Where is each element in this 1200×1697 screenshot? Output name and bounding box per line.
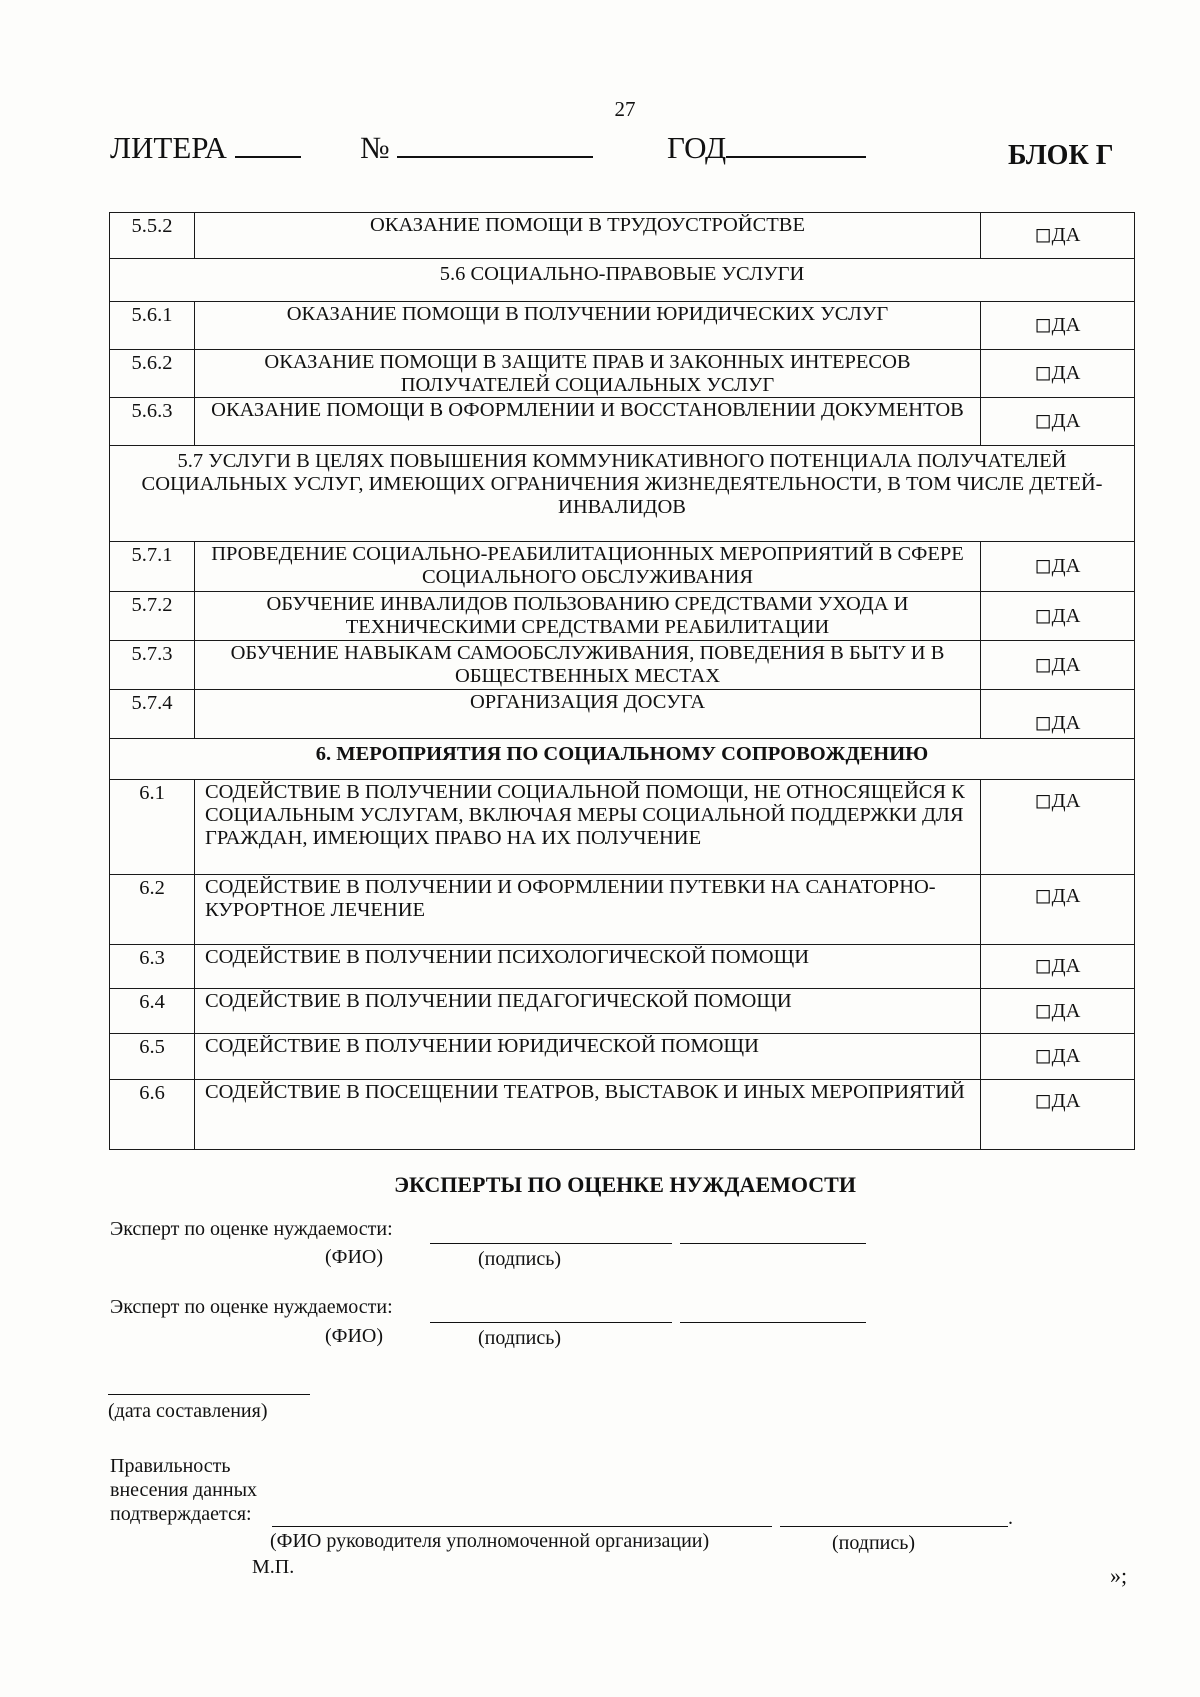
head-fio-field[interactable]	[272, 1526, 772, 1527]
head-signature-caption: (подпись)	[832, 1532, 916, 1554]
yes-checkbox[interactable]	[981, 989, 1135, 1034]
checkbox-label: ◻ДА	[1034, 790, 1081, 812]
yes-checkbox[interactable]	[981, 592, 1135, 641]
row-description: СОДЕЙСТВИЕ В ПОЛУЧЕНИИ СОЦИАЛЬНОЙ ПОМОЩИ, НЕ ОТНОСЯЩЕЙСЯ К СОЦИАЛЬНЫМ УСЛУГАМ, ВКЛЮЧАЯ МЕРЫ СОЦИАЛЬНОЙ ПОДДЕРЖКИ ДЛЯ ГРАЖДАН, ИМЕЮЩИХ ПРАВО НА ИХ ПОЛУЧЕНИЕ	[195, 780, 981, 875]
expert-1-signature-caption: (подпись)	[478, 1248, 562, 1270]
row-description: ПРОВЕДЕНИЕ СОЦИАЛЬНО-РЕАБИЛИТАЦИОННЫХ МЕРОПРИЯТИЙ В СФЕРЕ СОЦИАЛЬНОГО ОБСЛУЖИВАНИЯ	[195, 542, 981, 592]
checkbox-label: ◻ДА	[1034, 885, 1081, 907]
expert-1-fio-field[interactable]	[430, 1243, 672, 1244]
experts-title: ЭКСПЕРТЫ ПО ОЦЕНКЕ НУЖДАЕМОСТИ	[394, 1172, 856, 1197]
row-number: 5.7.1	[110, 542, 195, 592]
table-row	[110, 302, 1135, 350]
checkbox-label: ◻ДА	[1034, 653, 1081, 676]
checkbox-label: ◻ДА	[1034, 314, 1081, 336]
table-row	[110, 690, 1135, 739]
row-number: 6.5	[110, 1034, 195, 1080]
yes-checkbox[interactable]	[981, 1034, 1135, 1080]
table-row	[110, 641, 1135, 690]
row-description: СОДЕЙСТВИЕ В ПОЛУЧЕНИИ ПЕДАГОГИЧЕСКОЙ ПОМОЩИ	[195, 989, 981, 1034]
expert-2-fio-caption: (ФИО)	[325, 1325, 384, 1347]
checkbox-label: ◻ДА	[1034, 604, 1081, 627]
yes-checkbox[interactable]	[981, 945, 1135, 989]
yes-checkbox[interactable]	[981, 690, 1135, 739]
row-description: ОКАЗАНИЕ ПОМОЩИ В ЗАЩИТЕ ПРАВ И ЗАКОННЫХ ИНТЕРЕСОВ ПОЛУЧАТЕЛЕЙ СОЦИАЛЬНЫХ УСЛУГ	[195, 350, 981, 398]
table-row	[110, 1034, 1135, 1080]
checkbox-label: ◻ДА	[1034, 224, 1081, 246]
row-description: ОКАЗАНИЕ ПОМОЩИ В ОФОРМЛЕНИИ И ВОССТАНОВЛЕНИИ ДОКУМЕНТОВ	[195, 398, 981, 446]
yes-checkbox[interactable]	[981, 213, 1135, 259]
row-number: 6.4	[110, 989, 195, 1034]
number-field[interactable]	[397, 128, 593, 158]
checkbox-label: ◻ДА	[1034, 362, 1081, 384]
yes-checkbox[interactable]	[981, 542, 1135, 592]
checkbox-label: ◻ДА	[1034, 555, 1081, 577]
litera-label: ЛИТЕРА	[110, 128, 301, 166]
table-row	[110, 350, 1135, 398]
section-row	[110, 259, 1135, 302]
row-description: СОДЕЙСТВИЕ В ПОЛУЧЕНИИ И ОФОРМЛЕНИИ ПУТЕВКИ НА САНАТОРНО-КУРОРТНОЕ ЛЕЧЕНИЕ	[195, 875, 981, 945]
checkbox-label: ◻ДА	[1034, 955, 1081, 977]
expert-2-label: Эксперт по оценке нуждаемости:	[110, 1296, 393, 1318]
section-heading: 5.7 УСЛУГИ В ЦЕЛЯХ ПОВЫШЕНИЯ КОММУНИКАТИВНОГО ПОТЕНЦИАЛА ПОЛУЧАТЕЛЕЙ СОЦИАЛЬНЫХ УСЛУГ, ИМЕЮЩИХ ОГРАНИЧЕНИЯ ЖИЗНЕДЕЯТЕЛЬНОСТИ, В ТОМ ЧИСЛЕ ДЕТЕЙ-ИНВАЛИДОВ	[110, 446, 1135, 542]
section-row	[110, 446, 1135, 542]
checkbox-label: ◻ДА	[1034, 1045, 1081, 1067]
row-number: 6.6	[110, 1080, 195, 1150]
row-number: 5.6.3	[110, 398, 195, 446]
row-description: ОКАЗАНИЕ ПОМОЩИ В ТРУДОУСТРОЙСТВЕ	[195, 213, 981, 259]
expert-2-fio-field[interactable]	[430, 1322, 672, 1323]
year-field[interactable]	[726, 128, 866, 158]
closing-mark: »;	[1110, 1563, 1128, 1588]
yes-checkbox[interactable]	[981, 780, 1135, 875]
table-row	[110, 780, 1135, 875]
row-number: 5.6.2	[110, 350, 195, 398]
yes-checkbox[interactable]	[981, 302, 1135, 350]
table-row	[110, 1080, 1135, 1150]
date-caption: (дата составления)	[108, 1400, 268, 1422]
services-table	[109, 212, 1135, 1150]
head-signature-field[interactable]	[780, 1526, 1008, 1527]
checkbox-label: ◻ДА	[1034, 410, 1081, 432]
row-number: 5.7.3	[110, 641, 195, 690]
litera-field[interactable]	[235, 128, 301, 158]
row-description: СОДЕЙСТВИЕ В ПОСЕЩЕНИИ ТЕАТРОВ, ВЫСТАВОК И ИНЫХ МЕРОПРИЯТИЙ	[195, 1080, 981, 1150]
block-label: БЛОК Г	[1008, 140, 1114, 171]
expert-2-signature-field[interactable]	[680, 1322, 866, 1323]
row-number: 6.3	[110, 945, 195, 989]
yes-checkbox[interactable]	[981, 398, 1135, 446]
page-number: 27	[614, 97, 636, 121]
confirm-line-2: внесения данных	[110, 1479, 258, 1501]
table-row	[110, 398, 1135, 446]
confirm-line-3: подтверждается:	[110, 1503, 252, 1525]
seal-label: М.П.	[252, 1556, 295, 1578]
row-description: ОБУЧЕНИЕ НАВЫКАМ САМООБСЛУЖИВАНИЯ, ПОВЕДЕНИЯ В БЫТУ И В ОБЩЕСТВЕННЫХ МЕСТАХ	[195, 641, 981, 690]
head-fio-caption: (ФИО руководителя уполномоченной организации)	[270, 1530, 710, 1552]
row-description: ОРГАНИЗАЦИЯ ДОСУГА	[195, 690, 981, 739]
row-number: 5.6.1	[110, 302, 195, 350]
section-row	[110, 739, 1135, 780]
expert-1-signature-field[interactable]	[680, 1243, 866, 1244]
table-row	[110, 592, 1135, 641]
row-number: 6.1	[110, 780, 195, 875]
date-field[interactable]	[108, 1394, 310, 1395]
row-number: 5.7.4	[110, 690, 195, 739]
table-row	[110, 542, 1135, 592]
row-description: ОБУЧЕНИЕ ИНВАЛИДОВ ПОЛЬЗОВАНИЮ СРЕДСТВАМИ УХОДА И ТЕХНИЧЕСКИМИ СРЕДСТВАМИ РЕАБИЛИТАЦИИ	[195, 592, 981, 641]
table-row	[110, 945, 1135, 989]
expert-2-signature-caption: (подпись)	[478, 1327, 562, 1349]
row-number: 5.5.2	[110, 213, 195, 259]
number-label: №	[360, 128, 593, 166]
yes-checkbox[interactable]	[981, 875, 1135, 945]
table-row	[110, 213, 1135, 259]
table-row	[110, 989, 1135, 1034]
section-heading: 5.6 СОЦИАЛЬНО-ПРАВОВЫЕ УСЛУГИ	[110, 259, 1135, 302]
row-description: СОДЕЙСТВИЕ В ПОЛУЧЕНИИ ЮРИДИЧЕСКОЙ ПОМОЩИ	[195, 1034, 981, 1080]
table-row	[110, 875, 1135, 945]
row-number: 6.2	[110, 875, 195, 945]
checkbox-label: ◻ДА	[1034, 711, 1081, 734]
expert-1-label: Эксперт по оценке нуждаемости:	[110, 1218, 393, 1240]
yes-checkbox[interactable]	[981, 1080, 1135, 1150]
row-description: ОКАЗАНИЕ ПОМОЩИ В ПОЛУЧЕНИИ ЮРИДИЧЕСКИХ УСЛУГ	[195, 302, 981, 350]
yes-checkbox[interactable]	[981, 641, 1135, 690]
section-heading: 6. МЕРОПРИЯТИЯ ПО СОЦИАЛЬНОМУ СОПРОВОЖДЕНИЮ	[110, 739, 1135, 780]
expert-1-fio-caption: (ФИО)	[325, 1246, 384, 1268]
year-label: ГОД	[667, 128, 866, 166]
checkbox-label: ◻ДА	[1034, 999, 1081, 1022]
row-number: 5.7.2	[110, 592, 195, 641]
row-description: СОДЕЙСТВИЕ В ПОЛУЧЕНИИ ПСИХОЛОГИЧЕСКОЙ ПОМОЩИ	[195, 945, 981, 989]
confirm-line-1: Правильность	[110, 1455, 231, 1477]
checkbox-label: ◻ДА	[1034, 1090, 1081, 1112]
yes-checkbox[interactable]	[981, 350, 1135, 398]
period-mark: .	[1008, 1507, 1013, 1529]
